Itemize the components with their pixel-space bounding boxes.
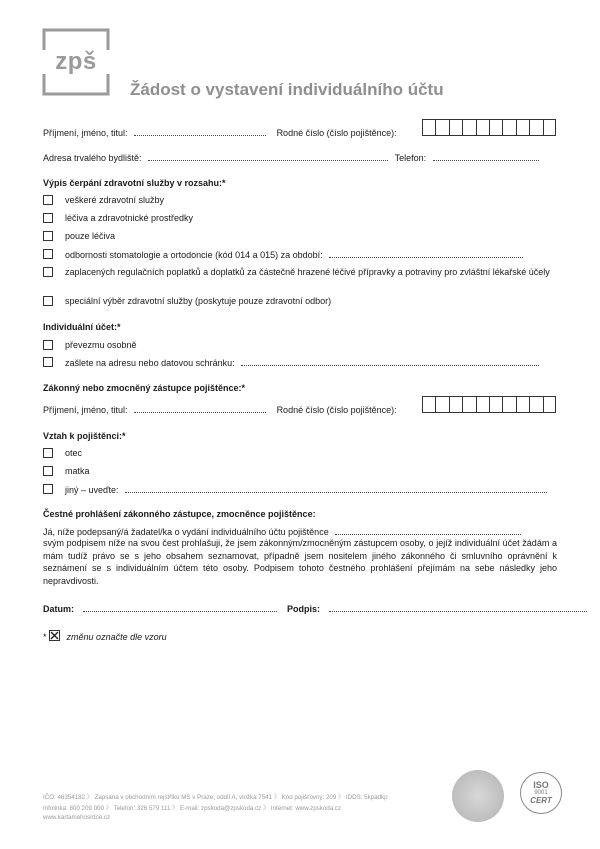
representative-name-label: Příjmení, jméno, titul: xyxy=(43,405,128,415)
page-title: Žádost o vystavení individuálního účtu xyxy=(130,80,444,99)
scope-option-label: speciální výběr zdravotní služby (poskytuje pouze zdravotní odbor) xyxy=(65,296,332,306)
scope-option-checkbox[interactable] xyxy=(43,213,53,223)
insured-birth-label: Rodné číslo (číslo pojištěnce): xyxy=(276,128,397,138)
relation-option-label: otec xyxy=(65,448,83,458)
scope-option-label: zaplacených regulačních poplatků a doplatků za částečně hrazené léčivé přípravky a potraviny pro zvláštní lékařské účely xyxy=(65,267,550,277)
account-heading: Individuální účet:* xyxy=(43,322,121,332)
relation-option-checkbox[interactable] xyxy=(43,484,53,494)
iso-brand: CERT xyxy=(530,796,552,805)
declaration-body: svým podpisem níže na svou čest prohlašuji, že jsem zákonným/zmocněným zástupcem osoby, o jejíž individuální účet žádám a mám tudíž právo se s jeho obsahem seznamovat, případně jsem nositelem jiného zákonného či smluvního oprávnění k seznámení se s individuálním účtem této osoby. Podpisem tohoto čestného prohlášení přejímám na sebe následky jeho nepravdivosti. xyxy=(43,538,557,586)
footer-line-2: Infolinka: 800 209 000 》 Telefon: 326 579 111 》 E-mail: zpskoda@zpskoda.cz 》 Internet: www.zpskoda.cz xyxy=(43,805,342,812)
date-field[interactable] xyxy=(83,603,277,612)
signature-label: Podpis: xyxy=(287,604,321,614)
relation-other-row xyxy=(65,484,547,495)
relation-heading: Vztah k pojištěnci:* xyxy=(43,431,126,441)
iso-seal-icon xyxy=(520,772,562,814)
iso-title: ISO xyxy=(533,780,549,790)
account-address-row xyxy=(65,357,539,368)
address-label: Adresa trvalého bydliště: xyxy=(43,153,142,163)
account-option-label: zašlete na adresu nebo datovou schránku: xyxy=(65,358,235,368)
account-address-field[interactable] xyxy=(241,357,539,366)
company-logo xyxy=(42,28,110,96)
relation-option-label: jiný – uveďte: xyxy=(65,485,119,495)
note-star: * xyxy=(43,632,47,642)
insured-name-field[interactable] xyxy=(134,127,266,136)
scope-option-label: léčiva a zdravotnické prostředky xyxy=(65,213,194,223)
note-text: změnu označte dle vzoru xyxy=(66,632,167,642)
note-row xyxy=(43,629,167,642)
scope-option-label: pouze léčiva xyxy=(65,231,116,241)
insured-name-label: Příjmení, jméno, titul: xyxy=(43,128,128,138)
address-field[interactable] xyxy=(148,152,388,161)
signature-field[interactable] xyxy=(329,603,587,612)
representative-name-field[interactable] xyxy=(134,404,266,413)
scope-period-field[interactable] xyxy=(329,249,523,258)
insured-name-row xyxy=(43,127,397,138)
representative-name-row xyxy=(43,404,397,415)
relation-other-field[interactable] xyxy=(125,484,547,493)
scope-option-checkbox[interactable] xyxy=(43,267,53,277)
declaration-person-field[interactable] xyxy=(335,526,521,535)
representative-heading: Zákonný nebo zmocněný zástupce pojištěnce:* xyxy=(43,383,246,393)
relation-option-checkbox[interactable] xyxy=(43,448,53,458)
iso-cert-badge xyxy=(518,768,564,824)
representative-birth-number-cells[interactable] xyxy=(422,396,556,413)
scope-option-checkbox[interactable] xyxy=(43,195,53,205)
scope-option-checkbox[interactable] xyxy=(43,231,53,241)
footer-web-link[interactable]: www.kartamehosrdce.cz xyxy=(43,814,111,821)
phone-field[interactable] xyxy=(433,152,539,161)
signature-row xyxy=(43,603,587,614)
logo-text: zpš xyxy=(55,48,97,75)
scope-option-checkbox[interactable] xyxy=(43,296,53,306)
scope-option-label: odbornosti stomatologie a ortodoncie (kód 014 a 015) za období: xyxy=(65,250,323,260)
representative-birth-label: Rodné číslo (číslo pojištěnce): xyxy=(276,405,397,415)
relation-option-label: matka xyxy=(65,466,90,476)
iso-number: 9001 xyxy=(534,790,548,796)
date-label: Datum: xyxy=(43,604,74,614)
footer-line-1: IČO: 46354182 》 Zapsaná v obchodním rejstříku MS v Praze, oddíl A, vložka 7541 》 Kód pojišťovny: 209 》 IDDS: 5kpadkp xyxy=(43,794,388,801)
address-row xyxy=(43,152,539,163)
scope-period-row xyxy=(65,249,523,260)
phone-label: Telefon: xyxy=(394,153,427,163)
scope-option-checkbox[interactable] xyxy=(43,249,53,259)
account-option-checkbox[interactable] xyxy=(43,357,53,367)
scope-heading: Výpis čerpání zdravotní služby v rozsahu:* xyxy=(43,178,226,188)
scope-option-label: veškeré zdravotní služby xyxy=(65,195,165,205)
declaration-line1: Já, níže podepsaný/á žadatel/ka o vydání individuálního účtu pojištěnce xyxy=(43,527,329,537)
insured-birth-number-cells[interactable] xyxy=(422,119,556,136)
account-option-checkbox[interactable] xyxy=(43,340,53,350)
declaration-heading: Čestné prohlášení zákonného zástupce, zmocněnce pojištěnce: xyxy=(43,509,316,519)
checked-box-example-icon xyxy=(49,630,60,641)
declaration-line1-row xyxy=(43,526,521,537)
account-option-label: převezmu osobně xyxy=(65,340,137,350)
quality-seal-icon xyxy=(452,770,504,822)
relation-option-checkbox[interactable] xyxy=(43,466,53,476)
